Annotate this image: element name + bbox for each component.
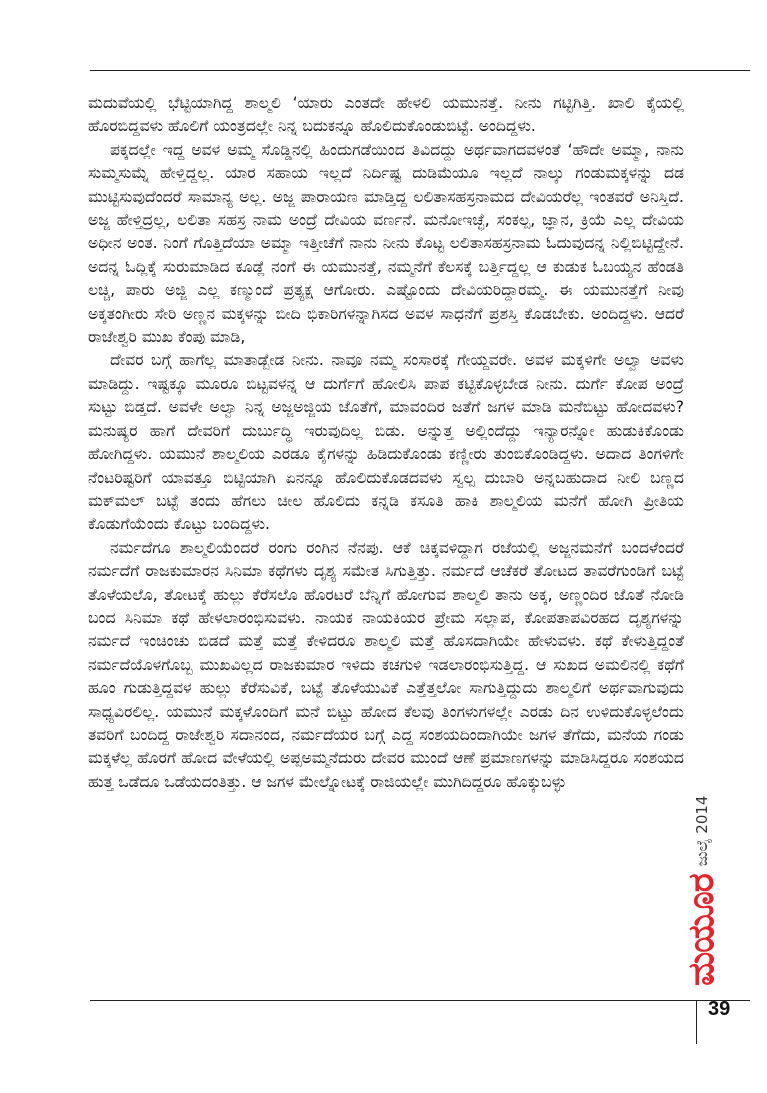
article-paragraph: ದೇವರ ಬಗ್ಗೆ ಹಾಗೆಲ್ಲ ಮಾತಾಡ್ಬೇಡ ನೀನು. ನಾವೂ ನಮ್ಮ ಸಂಸಾರಕ್ಕೆ ಗೇಯ್ದವರೇ. ಅವಳ ಮಕ್ಕಳಿಗೇ ಅಲ್ವಾ ಅವಳು ಮಾಡಿದ್ದು. ಇಷ್ಟಕ್ಕೂ ಮೂರೂ ಬಿಟ್ಟವಳನ್ನ ಆ ದುರ್ಗೆಗೆ ಹೋಲಿಸಿ ಪಾಪ ಕಟ್ಟಿಕೊಳ್ಳಬೇಡ ನೀನು. ದುರ್ಗೆ ಕೋಪ ಅಂದ್ರೆ ಸುಟ್ಟು ಬಿಡ್ತದೆ. ಅವಳೇ ಅಲ್ವಾ ನಿನ್ನ ಅಜ್ಜಅಜ್ಜಿಯ ಜೊತೆಗೆ, ಮಾವಂದಿರ ಜತೆಗೆ ಜಗಳ ಮಾಡಿ ಮನೆಬಿಟ್ಟು ಹೋದವಳು? ಮನುಷ್ಯರ ಹಾಗೆ ದೇವರಿಗೆ ದುರ್ಬುದ್ಧಿ ಇರುವುದಿಲ್ಲ ಬಿಡು. ಅನ್ನುತ್ತ ಅಲ್ಲಿಂದೆದ್ದು ಇನ್ಯಾರನ್ನೋ ಹುಡುಕಿಕೊಂಡು ಹೋಗಿದ್ದಳು. ಯಮುನೆ ಶಾಲ್ಮಲಿಯ ಎರಡೂ ಕೈಗಳನ್ನು ಹಿಡಿದುಕೊಂಡು ಕಣ್ಣೀರು ತುಂಬಿಕೊಂಡಿದ್ದಳು. ಅದಾದ ತಿಂಗಳಿಗೇ ನೆಂಟರಿಷ್ಟರಿಗೆ ಯಾವತ್ತೂ ಬಿಟ್ಟಿಯಾಗಿ ಏನನ್ನೂ ಹೊಲಿದುಕೊಡದವಳು ಸ್ವಲ್ಪ ದುಬಾರಿ ಅನ್ನಬಹುದಾದ ನೀಲಿ ಬಣ್ಣದ ಮಕ್‌ಮಲ್ ಬಟ್ಟೆ ತಂದು ಹೆಗಲು ಚೀಲ ಹೊಲಿದು ಕನ್ನಡಿ ಕಸೂತಿ ಹಾಕಿ ಶಾಲ್ಮಲಿಯ ಮನೆಗೆ ಹೋಗಿ ಪ್ರೀತಿಯ ಕೊಡುಗೆಯೆಂದು ಕೊಟ್ಟು ಬಂದಿದ್ದಳು. <box>88 351 684 534</box>
top-divider <box>90 70 750 71</box>
page-number-divider <box>696 1000 697 1044</box>
article-paragraph: ಮದುವೆಯಲ್ಲಿ ಭೆಟ್ಟಿಯಾಗಿದ್ದ ಶಾಲ್ಮಲಿ ‘ಯಾರು ಎಂತದೇ ಹೇಳಲಿ ಯಮುನತ್ತೆ. ನೀನು ಗಟ್ಟಿಗಿತ್ತಿ. ಖಾಲಿ ಕೈಯಲ್ಲಿ ಹೊರಬಿದ್ದವಳು ಹೊಲಿಗೆ ಯಂತ್ರದಲ್ಲೇ ನಿನ್ನ ಬದುಕನ್ನೂ ಹೊಲಿದುಕೊಂಡುಬಿಟ್ಟೆ. ಅಂದಿದ್ದಳು. <box>88 94 684 136</box>
page-number: 39 <box>708 998 731 1020</box>
masthead-vertical <box>681 795 722 986</box>
article-paragraph: ನರ್ಮದೆಗೂ ಶಾಲ್ಮಲಿಯೆಂದರೆ ರಂಗು ರಂಗಿನ ನೆನಪು. ಆಕೆ ಚಿಕ್ಕವಳಿದ್ದಾಗ ರಜೆಯಲ್ಲಿ ಅಜ್ಜನಮನೆಗೆ ಬಂದಳೆಂದರೆ ನರ್ಮದೆಗೆ ರಾಜಕುಮಾರನ ಸಿನಿಮಾ ಕಥೆಗಳು ದೃಶ್ಯ ಸಮೇತ ಸಿಗುತ್ತಿತ್ತು. ನರ್ಮದೆ ಆಚೆಕರೆ ತೋಟದ ತಾವರೆಗುಂಡಿಗೆ ಬಟ್ಟೆ ತೊಳೆಯಲೊ, ತೋಟಕ್ಕೆ ಹುಲ್ಲು ಕೆರೆಸಲೊ ಹೊರಟರೆ ಬೆನ್ನಿಗೆ ಹೋಗುವ ಶಾಲ್ಮಲಿ ತಾನು ಅಕ್ಕ, ಅಣ್ಣಂದಿರ ಜೊತೆ ನೋಡಿ ಬಂದ ಸಿನಿಮಾ ಕಥೆ ಹೇಳಲಾರಂಭಿಸುವಳು. ನಾಯಕ ನಾಯಕಿಯರ ಪ್ರೇಮ ಸಲ್ಲಾಪ, ಕೋಪತಾಪವಿರಹದ ದೃಶ್ಯಗಳನ್ನು ನರ್ಮದೆ ಇಂಚಿಂಚು ಬಿಡದೆ ಮತ್ತೆ ಮತ್ತೆ ಕೇಳಿದರೂ ಶಾಲ್ಮಲಿ ಮತ್ತೆ ಹೊಸದಾಗಿಯೇ ಹೇಳುವಳು. ಕಥೆ ಕೇಳುತ್ತಿದ್ದಂತೆ ನರ್ಮದೆಯೊಳಗೊಬ್ಬ ಮುಖವಿಲ್ಲದ ರಾಜಕುಮಾರ ಇಳಿದು ಕಚಗುಳಿ ಇಡಲಾರಂಭಿಸುತ್ತಿದ್ದ. ಆ ಸುಖದ ಅಮಲಿನಲ್ಲಿ ಕಥೆಗೆ ಹೂಂ ಗುಡುತ್ತಿದ್ದವಳ ಹುಲ್ಲು ಕೆರೆಸುವಿಕೆ, ಬಟ್ಟೆ ತೊಳೆಯುವಿಕೆ ಎತ್ತೆತ್ತಲೋ ಸಾಗುತ್ತಿದ್ದುದು ಶಾಲ್ಮಲಿಗೆ ಅರ್ಥವಾಗುವುದು ಸಾಧ್ಯವಿರಲಿಲ್ಲ. ಯಮುನೆ ಮಕ್ಕಳೊಂದಿಗೆ ಮನೆ ಬಿಟ್ಟು ಹೋದ ಕೆಲವು ತಿಂಗಳುಗಳಲ್ಲೇ ಎರಡು ದಿನ ಉಳಿದುಕೊಳ್ಳಲೆಂದು ತವರಿಗೆ ಬಂದಿದ್ದ ರಾಜೇಶ್ವರಿ ಸದಾನಂದ, ನರ್ಮದೆಯರ ಬಗ್ಗೆ ಎದ್ದ ಸಂಶಯದಿಂದಾಗಿಯೇ ಜಗಳ ತೆಗೆದು, ಮನೆಯ ಗಂಡು ಮಕ್ಕಳೆಲ್ಲ ಹೊರಗೆ ಹೋದ ವೇಳೆಯಲ್ಲಿ ಅಪ್ಪಅಮ್ಮನೆದುರು ದೇವರ ಮುಂದೆ ಆಣೆ ಪ್ರಮಾಣಗಳನ್ನು ಮಾಡಿಸಿದ್ದರೂ ಸಂಶಯದ ಹುತ್ತ ಒಡೆದೂ ಒಡೆಯದಂತಿತ್ತು. ಆ ಜಗಳ ಮೇಲ್ನೋಟಕ್ಕೆ ರಾಜಿಯಲ್ಲೇ ಮುಗಿದಿದ್ದರೂ ಹೊಕ್ಕುಬಳ್ಳು <box>88 538 684 791</box>
magazine-logo: ಮಯೂರ <box>681 874 722 986</box>
article-body <box>88 92 684 794</box>
issue-date: ಜುಲೈ 2014 <box>692 795 711 867</box>
bottom-divider <box>90 1000 750 1001</box>
article-paragraph: ಪಕ್ಕದಲ್ಲೇ ಇದ್ದ ಅವಳ ಅಮ್ಮ ಸೊಡ್ಡಿನಲ್ಲಿ ಹಿಂದುಗಡೆಯಿಂದ ತಿವಿದದ್ದು ಅರ್ಥವಾಗದವಳಂತೆ ‘ಹೌದೇ ಅಮ್ಮಾ, ನಾನು ಸುಮ್ಮಸುಮ್ನೆ ಹೇಳ್ತಿದ್ದಲ್ಲ. ಯಾರ ಸಹಾಯ ಇಲ್ಲದೆ ನಿರ್ದಿಷ್ಟ ದುಡಿಮೆಯೂ ಇಲ್ಲದೆ ನಾಲ್ಕು ಗಂಡುಮಕ್ಕಳನ್ನು ದಡ ಮುಟ್ಟಿಸುವುದೆಂದರೆ ಸಾಮಾನ್ಯ ಅಲ್ಲ. ಅಜ್ಜ ಪಾರಾಯಣ ಮಾಡ್ತಿದ್ದ ಲಲಿತಾಸಹಸ್ರನಾಮದ ದೇವಿಯರೆಲ್ಲ ಇಂತವರೆ ಅನಿಸ್ತಿದೆ. ಅಜ್ಜ ಹೇಳ್ತಿದ್ರಲ್ಲ, ಲಲಿತಾ ಸಹಸ್ರ ನಾಮ ಅಂದ್ರೆ ದೇವಿಯ ವರ್ಣನೆ. ಮನೋಇಚ್ಛೆ, ಸಂಕಲ್ಪ, ಜ್ಞಾನ, ಕ್ರಿಯೆ ಎಲ್ಲ ದೇವಿಯ ಅಧೀನ ಅಂತ. ನಿಂಗೆ ಗೊತ್ತಿದೆಯಾ ಅಮ್ಮಾ ಇತ್ತೀಚೆಗೆ ನಾನು ನೀನು ಕೊಟ್ಟ ಲಲಿತಾಸಹಸ್ರನಾಮ ಓದುವುದನ್ನ ನಿಲ್ಲಿಬಿಟ್ಟಿದ್ದೇನೆ. ಅದನ್ನ ಓದ್ಲಿಕ್ಕೆ ಸುರುಮಾಡಿದ ಕೂಡ್ಲೆ ನಂಗೆ ಈ ಯಮುನತ್ತೆ, ನಮ್ಮನೆಗೆ ಕೆಲಸಕ್ಕೆ ಬರ್ತ್ತಿದ್ದಲ್ಲ ಆ ಕುಡುಕ ಓಬಯ್ಯನ ಹೆಂಡತಿ ಲಚ್ಚಿ, ಪಾರು ಅಜ್ಜಿ ಎಲ್ಲ ಕಣ್ಮುಂದೆ ಪ್ರತ್ಯಕ್ಷ ಆಗೋರು. ಎಷ್ಟೊಂದು ದೇವಿಯರಿದ್ದಾರಮ್ಮ. ಈ ಯಮುನತ್ತೆಗೆ ನೀವು ಅಕ್ಕತಂಗೀರು ಸೇರಿ ಅಣ್ಣನ ಮಕ್ಕಳನ್ನು ಬೀದಿ ಭಿಕಾರಿಗಳನ್ನಾಗಿಸದ ಅವಳ ಸಾಧನೆಗೆ ಪ್ರಶಸ್ತಿ ಕೊಡಬೇಕು. ಅಂದಿದ್ದಳು. ಆದರೆ ರಾಜೇಶ್ವರಿ ಮುಖ ಕೆಂಪು ಮಾಡಿ, <box>88 140 684 347</box>
